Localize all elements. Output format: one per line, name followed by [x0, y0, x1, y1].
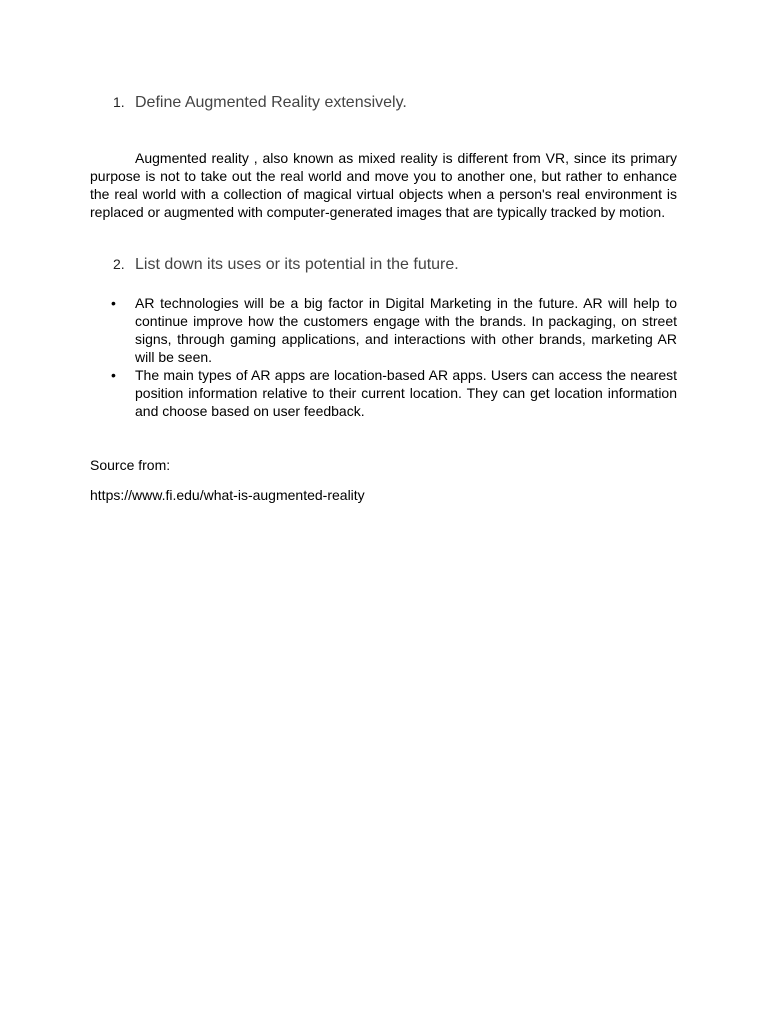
question-1-number: 1.: [113, 94, 125, 110]
bullet-icon: •: [111, 295, 116, 311]
bullet-icon: •: [111, 367, 116, 383]
question-2-heading: [113, 256, 459, 274]
answer-1-paragraph: Augmented reality , also known as mixed reality is different from VR, since its primary purpose is not to take out the real world and move you to another one, but rather to enhance the real world with a collection of magical virtual objects when a person's real environment is replaced or augmented with computer-generated images that are typically tracked by motion.: [90, 150, 677, 220]
uses-bullet-list: [90, 294, 677, 420]
bullet-item-text: AR technologies will be a big factor in Digital Marketing in the future. AR will help to continue improve how the customers engage with the brands. In packaging, on street signs, through gaming applications, and interactions with other brands, marketing AR will be seen.: [135, 295, 677, 365]
question-2-text: List down its uses or its potential in the future.: [135, 256, 459, 273]
question-1-text: Define Augmented Reality extensively.: [135, 94, 407, 111]
bullet-item-marketing: [90, 294, 677, 366]
source-url: https://www.fi.edu/what-is-augmented-reality: [90, 487, 365, 503]
bullet-item-text: The main types of AR apps are location-based AR apps. Users can access the nearest position information relative to their current location. They can get location information and choose based on user feedback.: [135, 367, 677, 419]
bullet-item-location-apps: [90, 366, 677, 420]
question-2-number: 2.: [113, 256, 125, 272]
question-1-heading: [113, 94, 407, 112]
source-label: Source from:: [90, 457, 171, 473]
